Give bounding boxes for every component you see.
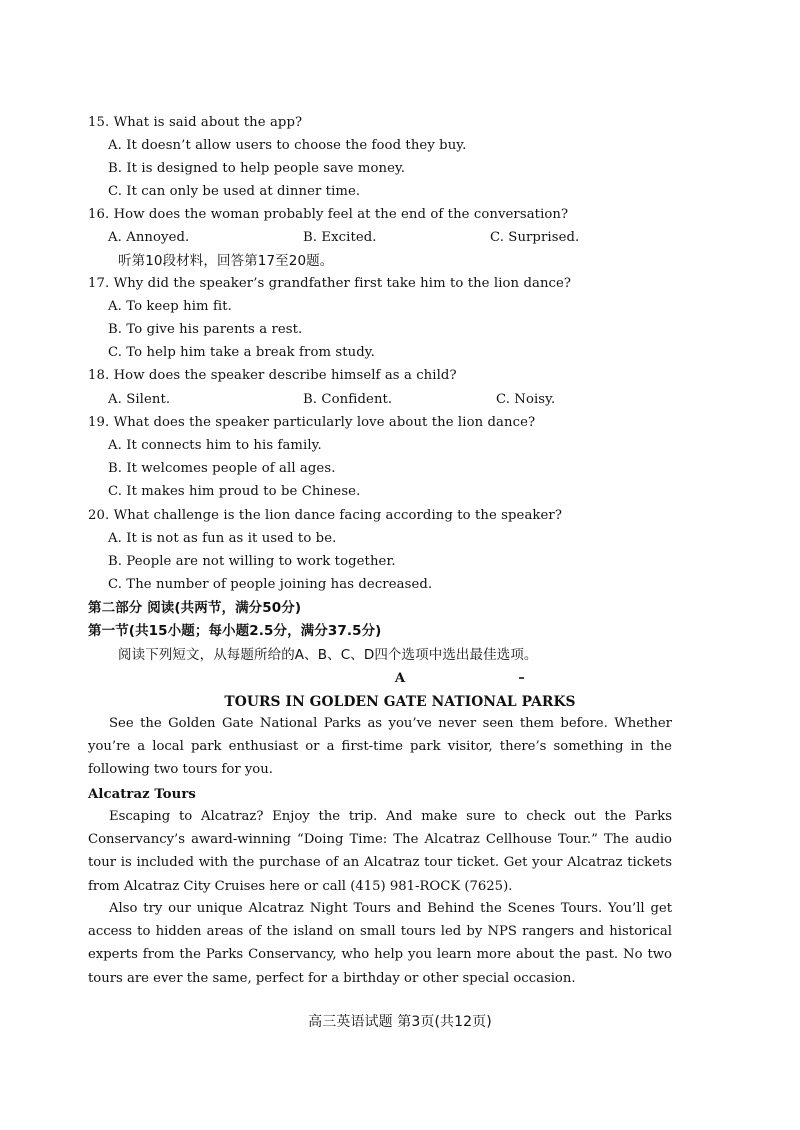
passage-letter: A [394,671,406,686]
question-19-option-a: A. It connects him to his family. [108,438,322,453]
question-15-option-b: B. It is designed to help people save money. [108,161,406,176]
question-20-option-a: A. It is not as fun as it used to be. [108,531,337,546]
question-20-stem: 20. What challenge is the lion dance facing according to the speaker? [88,508,562,523]
section-subheading: 第一节(共15小题；每小题2.5分，满分37.5分) [88,623,382,639]
passage-paragraph-1: Escaping to Alcatraz? Enjoy the trip. And make sure to check out the Parks Conservancy’s award-winning “Doing Time: The Alcatraz Cellhouse Tour.” The audio tour is included with the purchase of an Alcatraz tour ticket. Get your Alcatraz tickets from Alcatraz City Cruises here or call (415) 981-ROCK (7625). [88,809,672,894]
question-17-option-a: A. To keep him fit. [108,299,232,314]
passage-title: TOURS IN GOLDEN GATE NATIONAL PARKS [224,694,576,710]
passage-paragraph-2: Also try our unique Alcatraz Night Tours and Behind the Scenes Tours. You’ll get access to hidden areas of the island on small tours led by NPS rangers and historical experts from the Parks Conservancy, who help you learn more about the past. No two tours are ever the same, perfect for a birthday or other special occasion. [88,901,672,986]
question-18-option-a: A. Silent. [108,392,171,407]
passage-subtitle: Alcatraz Tours [88,787,196,802]
question-15-option-c: C. It can only be used at dinner time. [108,184,361,199]
question-16-option-b: B. Excited. [303,230,377,245]
section-instruction: 阅读下列短文，从每题所给的A、B、C、D四个选项中选出最佳选项。 [118,647,538,663]
question-19-option-b: B. It welcomes people of all ages. [108,461,336,476]
question-16-option-c: C. Surprised. [490,230,580,245]
question-20-option-c: C. The number of people joining has decreased. [108,577,433,592]
page-footer: 高三英语试题 第3页(共12页) [308,1014,492,1030]
question-16-stem: 16. How does the woman probably feel at the end of the conversation? [88,207,569,222]
passage-intro: See the Golden Gate National Parks as you’ve never seen them before. Whether you’re a local park enthusiast or a first-time park visitor, there’s something in the following two tours for you. [88,716,672,778]
section-heading: 第二部分 阅读(共两节，满分50分) [88,600,302,616]
question-18-stem: 18. How does the speaker describe himself as a child? [88,368,457,383]
question-20-option-b: B. People are not willing to work together. [108,554,396,569]
material-10-instruction: 听第10段材料，回答第17至20题。 [118,253,334,269]
question-15-option-a: A. It doesn’t allow users to choose the food they buy. [108,138,467,153]
question-15-stem: 15. What is said about the app? [88,115,303,130]
question-16-option-a: A. Annoyed. [108,230,190,245]
question-19-option-c: C. It makes him proud to be Chinese. [108,484,361,499]
question-17-option-c: C. To help him take a break from study. [108,345,375,360]
question-18-option-c: C. Noisy. [496,392,556,407]
question-18-option-b: B. Confident. [303,392,393,407]
question-17-stem: 17. Why did the speaker’s grandfather first take him to the lion dance? [88,276,572,291]
question-17-option-b: B. To give his parents a rest. [108,322,303,337]
question-19-stem: 19. What does the speaker particularly love about the lion dance? [88,415,536,430]
